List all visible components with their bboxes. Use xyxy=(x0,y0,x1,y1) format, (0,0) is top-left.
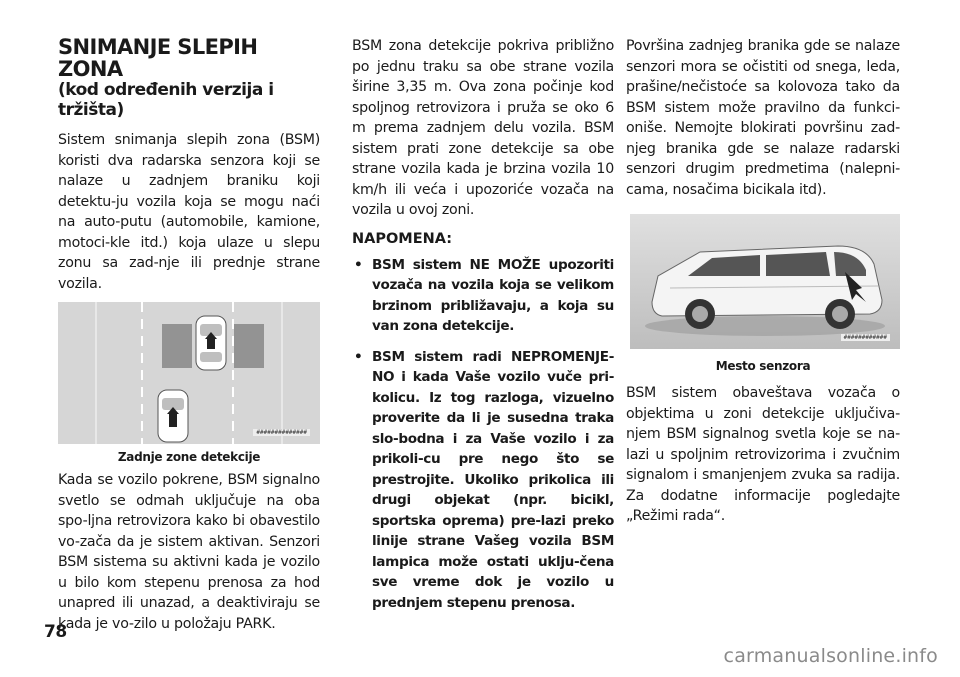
intro-paragraph: Sistem snimanja slepih zona (BSM) koristi dva radarska senzora koji se nalaze u zadnjem braniku koji detektu-ju vozila koja se mogu naći na auto-putu (automobile, kamione, motoci-kle itd.) koja ulaze u slepu zonu sa zad-nje ili prednje strane vozila. xyxy=(58,132,320,292)
section-title: SNIMANJE SLEPIH ZONA xyxy=(58,35,258,81)
section-subtitle: (kod određenih verzija i tržišta) xyxy=(58,80,274,120)
note-item: • BSM sistem NE MOŽE upozoriti vozača na vozila koja se velikom brzinom približavaju, a koja su van zona detekcije. xyxy=(352,255,614,337)
middle-column xyxy=(352,36,614,623)
note-list xyxy=(352,255,614,614)
alert-paragraph: BSM sistem obaveštava vozača o objektima u zoni detekcije uključiva-njem BSM signalnog svetla koje se na-lazi u spoljnim retrovizorima i zvučnim signalom i smanjenjem zvuka sa radija. Za dodatne informacije pogledajte „Režimi rada“. xyxy=(626,385,900,524)
sensor-location-illustration xyxy=(630,214,900,349)
watermark-text: carmanualsonline.info xyxy=(723,645,938,667)
minivan-graphic xyxy=(630,214,900,349)
page-number: 78 xyxy=(44,622,67,642)
sensor-location-figure xyxy=(626,214,900,373)
note-heading: NAPOMENA: xyxy=(352,230,453,247)
detection-zones-figure xyxy=(58,302,320,464)
activation-paragraph: Kada se vozilo pokrene, BSM signalno svetlo se odmah uključuje na oba spo-ljna retrovizora kako bi obavestilo vo-zača da je sistem aktivan. Senzori BSM sistema su aktivni kada je vozilo u bilo kom stepenu prenosa za hod unapred ili unazad, a deaktiviraju se kada je vo-zilo u položaju PARK. xyxy=(58,472,320,632)
road-diagram-graphic xyxy=(58,302,320,444)
figure-caption: Mesto senzora xyxy=(715,359,811,373)
zone-description-paragraph: BSM zona detekcije pokriva približno po jednu traku sa obe strane vozila širine 3,35 m. Ova zona počinje kod spoljnog retrovizora i pruža se oko 6 m prema zadnjem delu vozila. BSM sistem prati zone detekcije sa obe strane vozila kada je brzina vozila 10 km/h ili veća i upozoriće vozača na vozila u ovoj zoni. xyxy=(352,38,614,218)
sensor-cleaning-paragraph: Površina zadnjeg branika gde se nalaze senzori mora se očistiti od snega, leda, prašine/nečistoće sa kolovoza tako da BSM sistem može pravilno da funkci-oniše. Nemojte blokirati površinu zad-njeg branika gde se nalaze radarski senzori drugim predmetima (nalepni-cama, nosačima bicikala itd). xyxy=(626,38,900,198)
detection-zones-illustration xyxy=(58,302,320,444)
figure-caption: Zadnje zone detekcije xyxy=(117,450,261,464)
right-column xyxy=(626,36,900,527)
figure-code-label: ############## xyxy=(253,429,310,436)
left-column xyxy=(58,36,320,634)
figure-code-label: ############ xyxy=(841,334,890,341)
note-item: • BSM sistem radi NEPROMENJE-NO i kada Vaše vozilo vuče pri-kolicu. Iz tog razloga, vizuelno proverite da li je susedna traka slo-bodna i za Vaše vozilo i za prikoli-cu pre nego što se prestrojite. Ukoliko prikolica ili drugi objekat (npr. bicikl, sportska oprema) pre-lazi preko linije strane Vašeg vozila BSM lampica može ostati uklju-čena sve vreme dok je vozilo u prednjem stepenu prenosa. xyxy=(352,347,614,614)
